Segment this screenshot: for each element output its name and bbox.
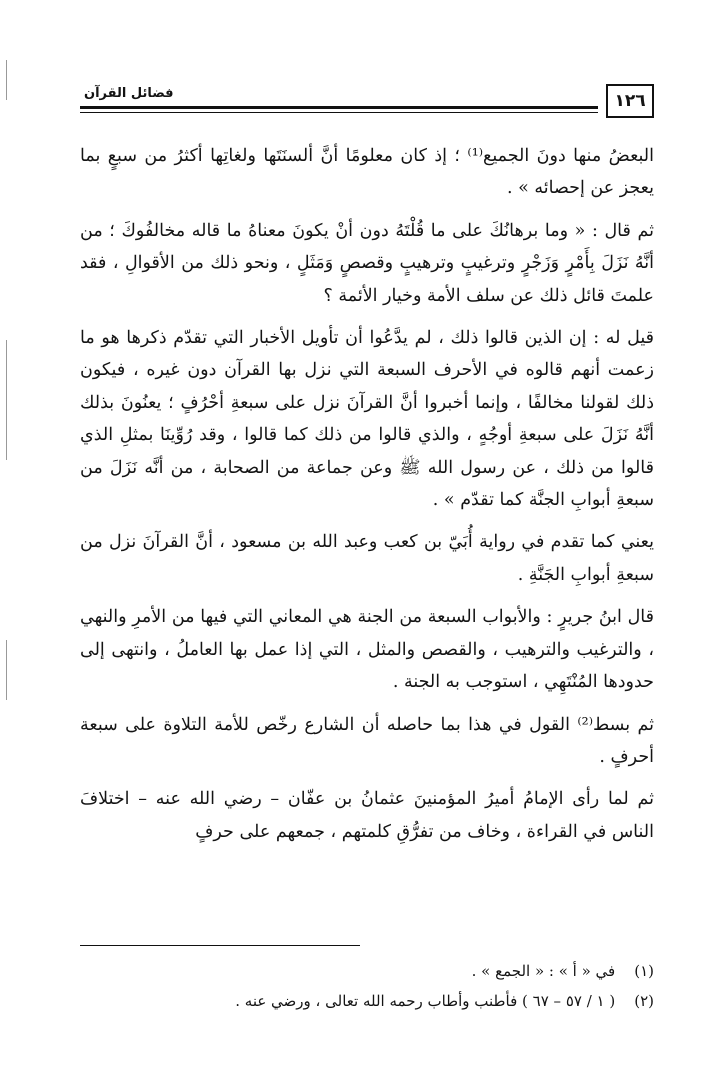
footnote-text: في « أ » : « الجمع » . (471, 962, 616, 980)
footnote-text: ( ١ / ٥٧ – ٦٧ ) فأطنب وأطاب رحمه الله تعالى ، ورضي عنه . (235, 992, 616, 1010)
paragraph: يعني كما تقدم في رواية أُبَيّ بن كعب وعبد الله بن مسعود ، أنَّ القرآنَ نزل من سبعةِ أبوابِ الجَنَّةِ . (80, 532, 654, 585)
page-number: ١٢٦ (606, 84, 654, 118)
paragraph: ثم لما رأى الإمامُ أميرُ المؤمنينَ عثمانُ بن عفّان – رضي الله عنه – اختلافَ الناس في القراءة ، وخاف من تفرُّقِ كلمتهم ، جمعهم على حرفٍ (80, 789, 654, 842)
footnotes (80, 956, 654, 1016)
paragraph: ثم قال : « وما برهانُكَ على ما قُلْتَهُ دون أنْ يكونَ معناهُ ما قاله مخالفُوكَ ؛ من أنَّهُ نَزَلَ بِأَمْرٍ وَزَجْرٍ وترغيبٍ وترهيبٍ وقصصٍ وَمَثَلٍ ، ونحو ذلك من الأقوالِ ، فقد علمتَ قائل ذلك عن سلف الأمة وخيار الأئمة ؟ (80, 220, 654, 306)
header-rule-thin (80, 112, 598, 113)
paragraph: قال ابنُ جريرٍ : والأبواب السبعة من الجنة هي المعاني التي فيها من الأمرِ والنهي ، والترغيب والترهيب ، والقصص والمثل ، التي إذا عمل بها العاملُ ، وانتهى إلى حدودها المُنْتَهِي ، استوجب به الجنة . (80, 607, 654, 693)
footnote (80, 986, 654, 1016)
footnote-number: (٢) (634, 992, 654, 1010)
scan-edge-line (6, 340, 7, 460)
scan-edge-line (6, 640, 7, 700)
running-title: فضائل القرآن (84, 86, 174, 101)
scan-edge-line (6, 60, 7, 100)
footnote (80, 956, 654, 986)
footnote-separator (80, 945, 360, 946)
page-header (80, 84, 654, 124)
header-rule-thick (80, 106, 598, 109)
paragraph: قيل له : إن الذين قالوا ذلك ، لم يدَّعُوا أن تأويل الأخبار التي تقدّم ذكرها هو ما زعمت أنهم قالوه في الأحرف السبعة التي نزل بها القرآن دون غيره ، فيكون ذلك لقولنا مخالفًا ، وإنما أخبروا أنَّ القرآنَ نزل على سبعةِ أحْرُفٍ ؛ يعنُونَ بذلك أنَّهُ نَزَلَ على سبعةِ أوجُهٍ ، والذي قالوا من ذلك كما قالوا ، وقد رُوِّينَا بمثلِ الذي قالوا من ذلك ، عن رسول الله ﷺ وعن جماعة من الصحابة ، من أنَّه نَزَلَ من سبعةِ أبوابِ الجنَّة كما تقدّم » . (80, 328, 654, 511)
paragraph: ثم بسط⁽²⁾ القول في هذا بما حاصله أن الشارع رخّص للأمة التلاوة على سبعة أحرفٍ . (80, 714, 654, 767)
paragraph: البعضُ منها دونَ الجميع⁽¹⁾ ؛ إذ كان معلومًا أنَّ ألسنَتَها ولغاتِها أكثرُ من سبعٍ بما يعجز عن إحصائه » . (80, 146, 654, 199)
main-text (80, 140, 654, 848)
footnote-number: (١) (634, 962, 654, 980)
